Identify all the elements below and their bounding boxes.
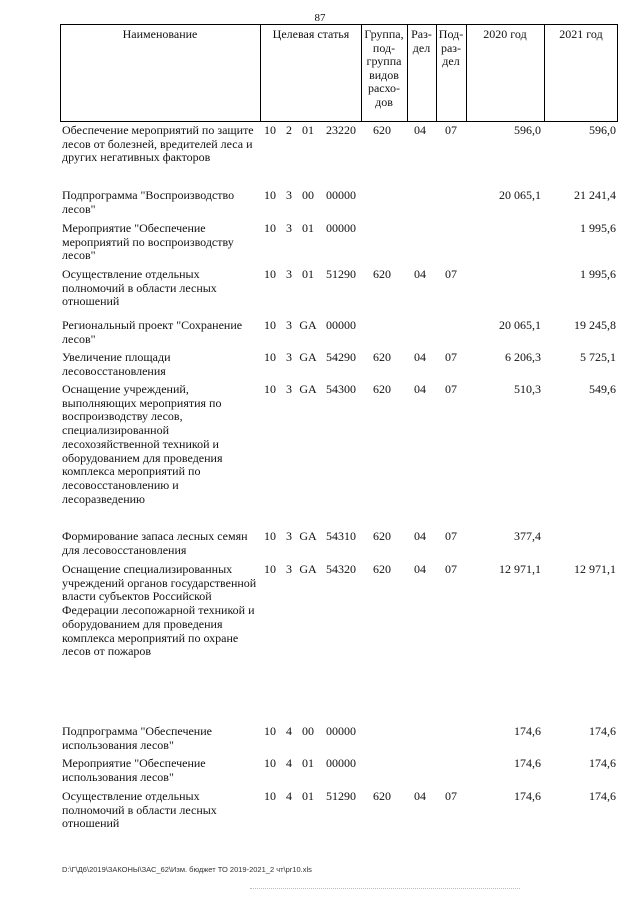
razdel-code: 04	[414, 789, 426, 803]
header-2020: 2020 год	[483, 27, 527, 41]
code-4: 54310	[326, 529, 356, 543]
row-name: Оснащение учреждений, выполняющих мероприятия по воспроизводству лесов, специализированной лесохозяйственной техникой и оборудованием для проведения комплекса мероприятий по лесовосстановлению и лесоразведению	[62, 382, 223, 506]
value-2020: 6 206,3	[505, 350, 541, 364]
header-group: Группа, под- группа видов расхо- дов	[364, 27, 404, 109]
group-code: 620	[373, 562, 391, 576]
row-name: Подпрограмма "Обеспечение использования лесов"	[62, 724, 212, 752]
podrazdel-code: 07	[445, 350, 457, 364]
group-code: 620	[373, 123, 391, 137]
value-2021: 5 725,1	[580, 350, 616, 364]
code-3: 01	[302, 756, 314, 770]
value-2021: 174,6	[589, 756, 616, 770]
razdel-code: 04	[414, 562, 426, 576]
podrazdel-code: 07	[445, 789, 457, 803]
code-2: 3	[286, 350, 292, 364]
value-2021: 21 241,4	[574, 188, 616, 202]
value-2021: 549,6	[589, 382, 616, 396]
value-2020: 174,6	[514, 789, 541, 803]
podrazdel-code: 07	[445, 382, 457, 396]
code-4: 51290	[326, 789, 356, 803]
value-2021: 12 971,1	[574, 562, 616, 576]
code-1: 10	[264, 123, 276, 137]
code-2: 3	[286, 562, 292, 576]
code-3: GA	[299, 382, 317, 396]
razdel-code: 04	[414, 267, 426, 281]
group-code: 620	[373, 789, 391, 803]
code-3: 01	[302, 789, 314, 803]
header-razdel: Раз- дел	[411, 27, 432, 55]
code-4: 54290	[326, 350, 356, 364]
code-3: GA	[299, 350, 317, 364]
razdel-code: 04	[414, 529, 426, 543]
code-4: 00000	[326, 221, 356, 235]
value-2020: 20 065,1	[499, 318, 541, 332]
code-4: 23220	[326, 123, 356, 137]
code-2: 3	[286, 529, 292, 543]
code-1: 10	[264, 267, 276, 281]
code-2: 4	[286, 756, 292, 770]
value-2020: 174,6	[514, 756, 541, 770]
code-2: 3	[286, 318, 292, 332]
razdel-code: 04	[414, 382, 426, 396]
code-3: 01	[302, 267, 314, 281]
code-1: 10	[264, 724, 276, 738]
row-name: Обеспечение мероприятий по защите лесов от болезней, вредителей леса и других негативных факторов	[62, 123, 254, 165]
code-2: 3	[286, 382, 292, 396]
podrazdel-code: 07	[445, 529, 457, 543]
code-1: 10	[264, 221, 276, 235]
group-code: 620	[373, 382, 391, 396]
code-1: 10	[264, 382, 276, 396]
value-2021: 19 245,8	[574, 318, 616, 332]
razdel-code: 04	[414, 350, 426, 364]
code-3: 01	[302, 123, 314, 137]
header-name: Наименование	[122, 27, 198, 41]
code-3: GA	[299, 529, 317, 543]
podrazdel-code: 07	[445, 562, 457, 576]
group-code: 620	[373, 350, 391, 364]
row-name: Увеличение площади лесовосстановления	[62, 350, 171, 378]
value-2021: 174,6	[589, 724, 616, 738]
code-2: 3	[286, 221, 292, 235]
code-4: 00000	[326, 756, 356, 770]
code-4: 00000	[326, 188, 356, 202]
row-name: Формирование запаса лесных семян для лесовосстановления	[62, 529, 248, 557]
value-2021: 174,6	[589, 789, 616, 803]
podrazdel-code: 07	[445, 123, 457, 137]
header-2021: 2021 год	[559, 27, 603, 41]
code-1: 10	[264, 529, 276, 543]
code-4: 00000	[326, 318, 356, 332]
code-3: 00	[302, 724, 314, 738]
code-3: 01	[302, 221, 314, 235]
value-2021: 596,0	[589, 123, 616, 137]
code-3: 00	[302, 188, 314, 202]
code-4: 54300	[326, 382, 356, 396]
value-2020: 510,3	[514, 382, 541, 396]
value-2021: 1 995,6	[580, 221, 616, 235]
value-2021: 1 995,6	[580, 267, 616, 281]
scan-artifact	[250, 888, 520, 891]
row-name: Мероприятие "Обеспечение мероприятий по воспроизводству лесов"	[62, 221, 234, 263]
group-code: 620	[373, 267, 391, 281]
code-4: 00000	[326, 724, 356, 738]
code-2: 2	[286, 123, 292, 137]
code-1: 10	[264, 318, 276, 332]
code-1: 10	[264, 562, 276, 576]
page-number: 87	[314, 12, 326, 24]
value-2020: 20 065,1	[499, 188, 541, 202]
code-4: 54320	[326, 562, 356, 576]
code-3: GA	[299, 562, 317, 576]
code-4: 51290	[326, 267, 356, 281]
value-2020: 377,4	[514, 529, 541, 543]
value-2020: 174,6	[514, 724, 541, 738]
code-1: 10	[264, 789, 276, 803]
header-target: Целевая статья	[272, 27, 350, 41]
code-2: 4	[286, 724, 292, 738]
group-code: 620	[373, 529, 391, 543]
code-2: 3	[286, 188, 292, 202]
code-3: GA	[299, 318, 317, 332]
header-podrazdel: Под- раз- дел	[438, 27, 464, 68]
value-2020: 596,0	[514, 123, 541, 137]
value-2020: 12 971,1	[499, 562, 541, 576]
code-2: 3	[286, 267, 292, 281]
code-1: 10	[264, 756, 276, 770]
row-name: Мероприятие "Обеспечение использования лесов"	[62, 756, 206, 784]
podrazdel-code: 07	[445, 267, 457, 281]
row-name: Осуществление отдельных полномочий в области лесных отношений	[62, 267, 217, 309]
code-2: 4	[286, 789, 292, 803]
code-1: 10	[264, 188, 276, 202]
row-name: Региональный проект "Сохранение лесов"	[62, 318, 243, 346]
row-name: Осуществление отдельных полномочий в области лесных отношений	[62, 789, 217, 831]
code-1: 10	[264, 350, 276, 364]
file-path-footer: D:\Г\Д6\2019\ЗАКОНЫ\ЗАС_62\Изм. бюджет ТО 2019-2021_2 чт\pr10.xls	[62, 865, 312, 874]
razdel-code: 04	[414, 123, 426, 137]
row-name: Оснащение специализированных учреждений органов государственной власти субъектов Российской Федерации лесопожарной техникой и оборудованием для проведения комплекса мероприятий по охране лесов от пожаров	[62, 562, 257, 659]
row-name: Подпрограмма "Воспроизводство лесов"	[62, 188, 235, 216]
